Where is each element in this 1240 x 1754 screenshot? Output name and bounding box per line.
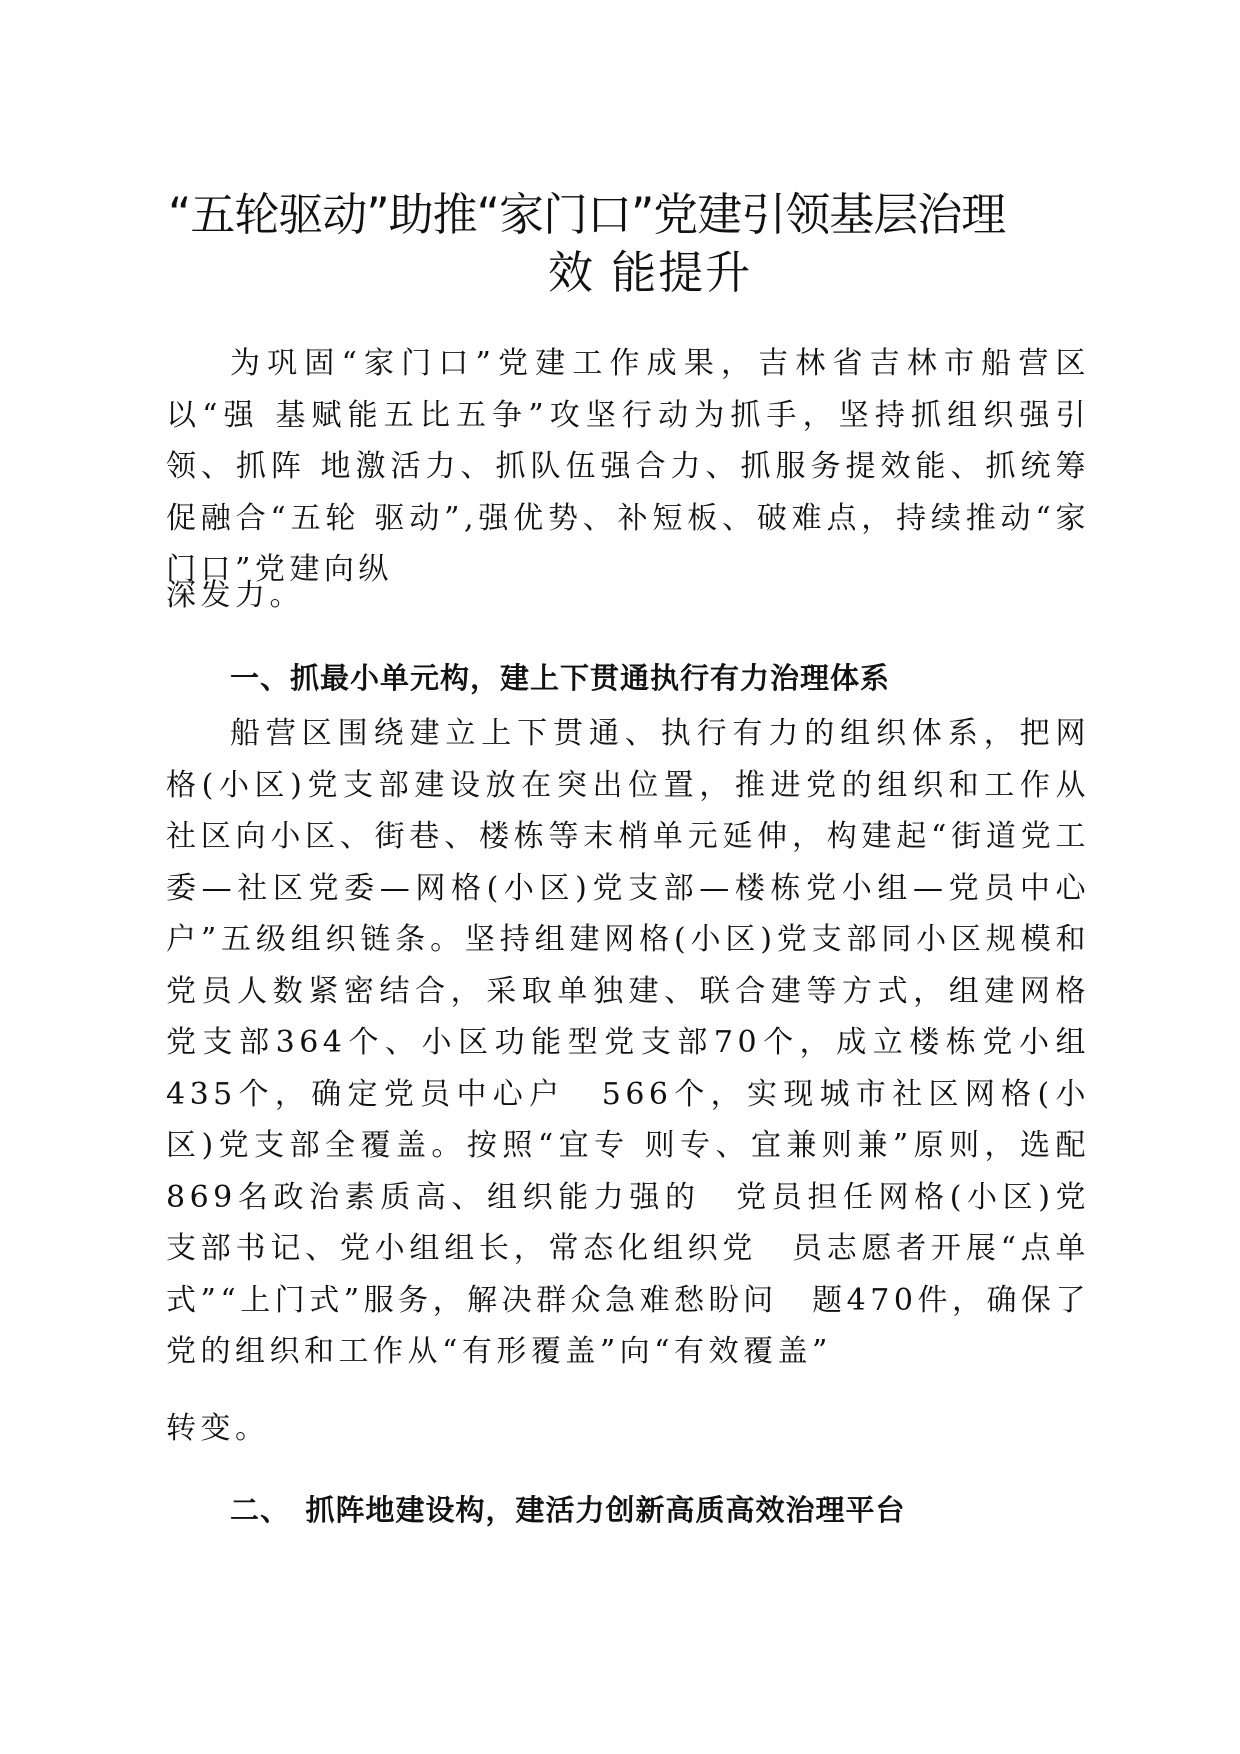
intro-paragraph: 为巩固“家门口”党建工作成果，吉林省吉林市船营区以“强 基赋能五比五争”攻坚行动为抓手，坚持抓组织强引领、抓阵 地激活力、抓队伍强合力、抓服务提效能、抓统筹促融合“五轮 驱动”,强优势、补短板、破难点，持续推动“家门口”党建向纵 — [166, 346, 1090, 587]
section-1-heading: 一、抓最小单元构，建上下贯通执行有力治理体系 — [230, 661, 891, 695]
section-1-paragraph-tail: 转变。 — [166, 1411, 270, 1446]
section-2-heading: 二、 抓阵地建设构，建活力创新高质高效治理平台 — [230, 1493, 906, 1527]
section-1-paragraph: 船营区围绕建立上下贯通、执行有力的组织体系，把网格(小区)党支部建设放在突出位置，推进党的组织和工作从社区向小区、街巷、楼栋等末梢单元延伸，构建起“街道党工委—社区党委—网格(小区)党支部—楼栋党小组—党员中心户”五级组织链条。坚持组建网格(小区)党支部同小区规模和党员人数紧密结合，采取单独建、联合建等方式，组建网格党支部364个、小区功能型党支部70个，成立楼栋党小组435个，确定党员中心户 566个，实现城市社区网格(小区)党支部全覆盖。按照“宜专 则专、宜兼则兼”原则，选配869名政治素质高、组织能力强的 党员担任网格(小区)党支部书记、党小组组长，常态化组织党 员志愿者开展“点单式”“上门式”服务，解决群众急难愁盼问 题470件，确保了党的组织和工作从“有形覆盖”向“有效覆盖” — [166, 716, 1090, 1369]
intro-paragraph-tail: 深发力。 — [166, 578, 304, 613]
document-title-line-2: 效 能提升 — [548, 246, 753, 299]
document-title-line-1: “五轮驱动”助推“家门口”党建引领基层治理 — [168, 188, 1006, 241]
